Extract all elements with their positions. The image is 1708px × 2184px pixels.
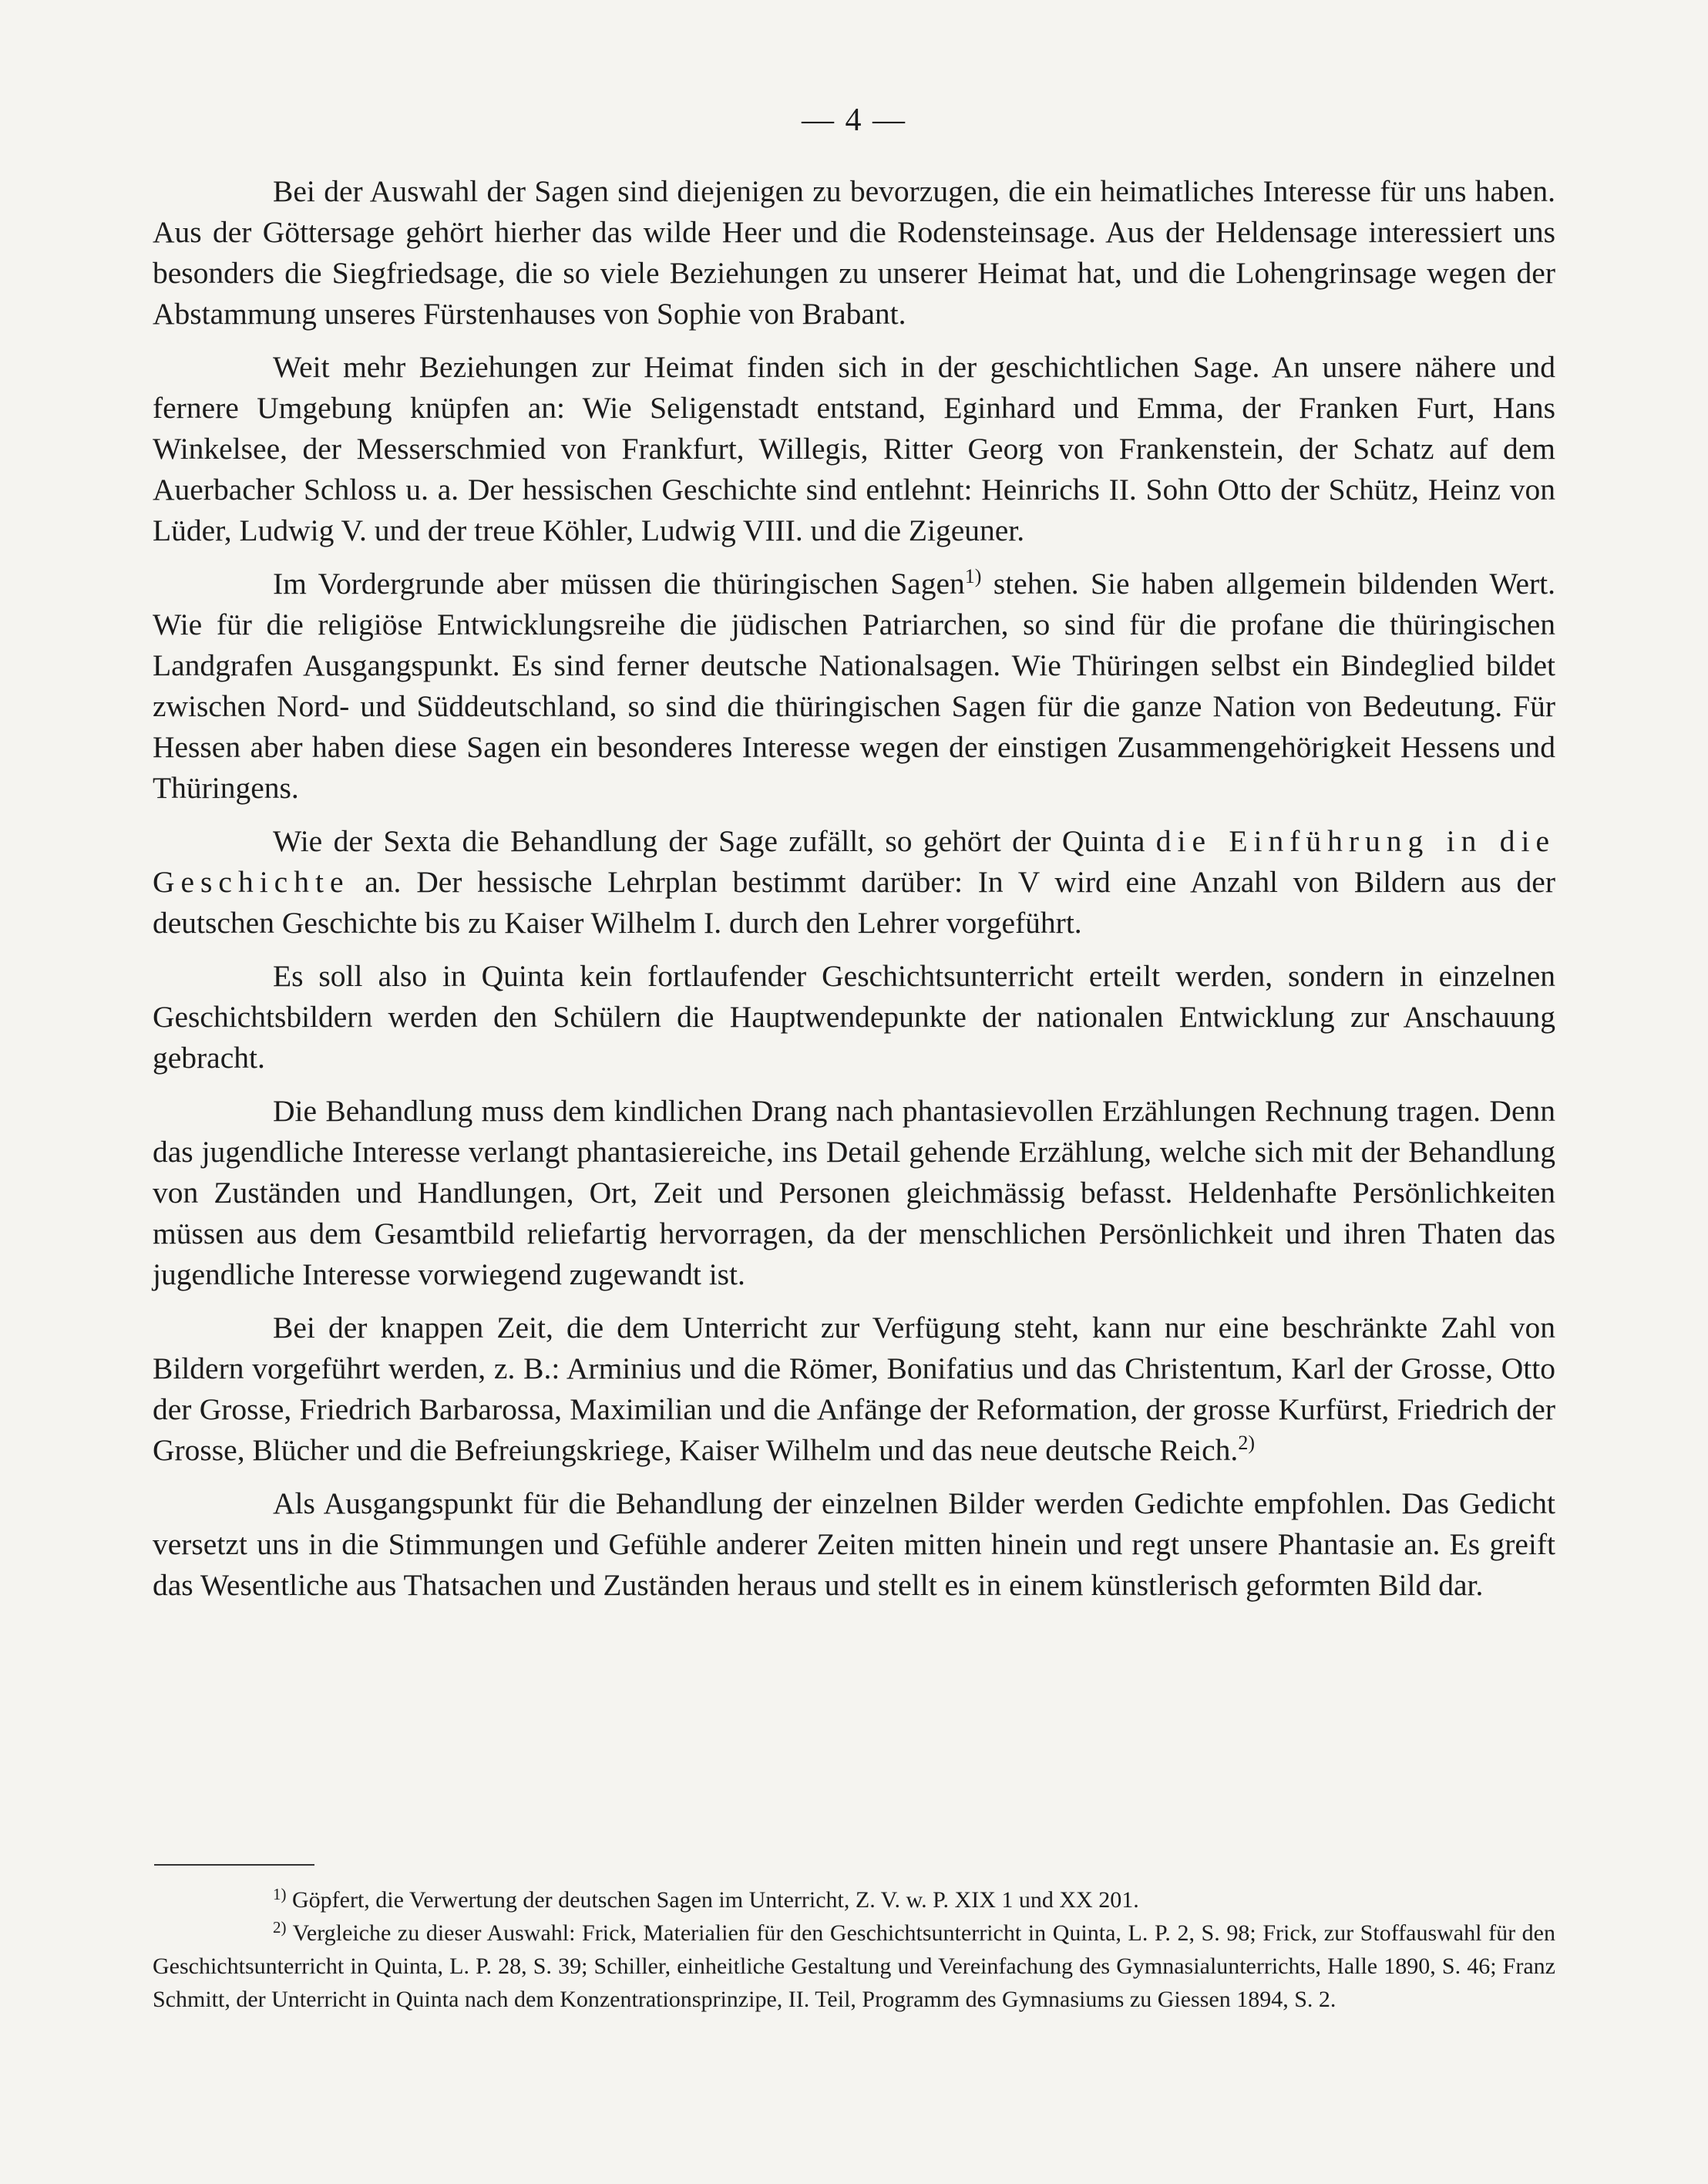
footnote (153, 1883, 1555, 1916)
footnote-text: Göpfert, die Verwertung der deutschen Sagen im Unterricht, Z. V. w. P. XIX 1 und XX 201. (286, 1887, 1139, 1913)
paragraph-text: Im Vordergrunde aber müssen die thüringischen Sagen (273, 567, 965, 601)
paragraph-text: an. Der hessische Lehrplan bestimmt darüber: In V wird eine Anzahl von Bildern aus der deutschen Geschichte bis zu Kaiser Wilhelm I. durch den Lehrer vorgeführt. (153, 865, 1555, 940)
page-number: — 4 — (802, 103, 906, 138)
paragraph: Bei der Auswahl der Sagen sind diejenigen zu bevorzugen, die ein heimatliches Interesse für uns haben. Aus der Göttersage gehört hierher das wilde Heer und die Rodensteinsage. Aus der Heldensage interessiert uns besonders die Siegfriedsage, die so viele Beziehungen zu unserer Heimat hat, und die Lohengrinsage wegen der Abstammung unseres Fürstenhauses von Sophie von Brabant. (153, 174, 1555, 331)
paragraph-text: stehen. Sie haben allgemein bildenden Wert. Wie für die religiöse Entwicklungsreihe die jüdischen Patriarchen, so sind für die profane die thüringischen Landgrafen Ausgangspunkt. Es sind ferner deutsche Nationalsagen. Wie Thüringen selbst ein Bindeglied bildet zwischen Nord- und Süddeutschland, so sind die thüringischen Sagen für die ganze Nation von Bedeutung. Für Hessen aber haben diese Sagen ein besonderes Interesse wegen der einstigen Zusammengehörigkeit Hessens und Thüringens. (153, 567, 1555, 805)
footnotes (153, 1883, 1555, 2016)
paragraph: Weit mehr Beziehungen zur Heimat finden sich in der geschichtlichen Sage. An unsere nähere und fernere Umgebung knüpfen an: Wie Seligenstadt entstand, Eginhard und Emma, der Franken Furt, Hans Winkelsee, der Messerschmied von Frankfurt, Willegis, Ritter Georg von Frankenstein, der Schatz auf dem Auerbacher Schloss u. a. Der hessischen Geschichte sind entlehnt: Heinrichs II. Sohn Otto der Schütz, Heinz von Lüder, Ludwig V. und der treue Köhler, Ludwig VIII. und die Zigeuner. (153, 350, 1555, 547)
paragraph (153, 564, 1555, 809)
paragraph: Als Ausgangspunkt für die Behandlung der einzelnen Bilder werden Gedichte empfohlen. Das Gedicht versetzt uns in die Stimmungen und Gefühle anderer Zeiten mitten hinein und regt unsere Phantasie an. Es greift das Wesentliche aus Thatsachen und Zuständen heraus und stellt es in einem künstlerisch geformten Bild dar. (153, 1486, 1555, 1602)
footnote-mark: 1) (273, 1885, 287, 1903)
footnote-text: Vergleiche zu dieser Auswahl: Frick, Materialien für den Geschichtsunterricht in Quinta, L. P. 2, S. 98; Frick, zur Stoffauswahl für den Geschichtsunterricht in Quinta, L. P. 28, S. 39; Schiller, einheitliche Gestaltung und Vereinfachung des Gymnasialunterrichts, Halle 1890, S. 46; Franz Schmitt, der Unterricht in Quinta nach dem Konzentrationsprinzipe, II. Teil, Programm des Gymnasiums zu Giessen 1894, S. 2. (153, 1920, 1555, 2012)
paragraph-text: Wie der Sexta die Behandlung der Sage zufällt, so gehört der Quinta (273, 824, 1156, 858)
footnote-mark: 2) (273, 1918, 287, 1937)
footnote-reference: 2) (1238, 1432, 1255, 1454)
paragraph: Es soll also in Quinta kein fortlaufender Geschichtsunterricht erteilt werden, sondern in einzelnen Geschichtsbildern werden den Schülern die Hauptwendepunkte der nationalen Entwicklung zur Anschauung gebracht. (153, 959, 1555, 1075)
body-text (153, 171, 1555, 1606)
footnote-divider (154, 1864, 314, 1866)
paragraph (153, 821, 1555, 944)
footnote-reference: 1) (964, 565, 982, 587)
paragraph: Die Behandlung muss dem kindlichen Drang nach phantasievollen Erzählungen Rechnung tragen. Denn das jugendliche Interesse verlangt phantasiereiche, ins Detail gehende Erzählung, welche sich mit der Behandlung von Zuständen und Handlungen, Ort, Zeit und Personen gleichmässig befasst. Heldenhafte Persönlichkeiten müssen aus dem Gesamtbild reliefartig hervorragen, da der menschlichen Persönlichkeit und ihren Thaten das jugendliche Interesse vorwiegend zugewandt ist. (153, 1094, 1555, 1291)
emphasized-text: die Einführung in die Geschichte (153, 824, 1555, 899)
paragraph (153, 1307, 1555, 1471)
footnote (153, 1916, 1555, 2016)
paragraph-text: Bei der knappen Zeit, die dem Unterricht zur Verfügung steht, kann nur eine beschränkte Zahl von Bildern vorgeführt werden, z. B.: Arminius und die Römer, Bonifatius und das Christentum, Karl der Grosse, Otto der Grosse, Friedrich Barbarossa, Maximilian und die Anfänge der Reformation, der grosse Kurfürst, Friedrich der Grosse, Blücher und die Befreiungskriege, Kaiser Wilhelm und das neue deutsche Reich. (153, 1311, 1555, 1467)
